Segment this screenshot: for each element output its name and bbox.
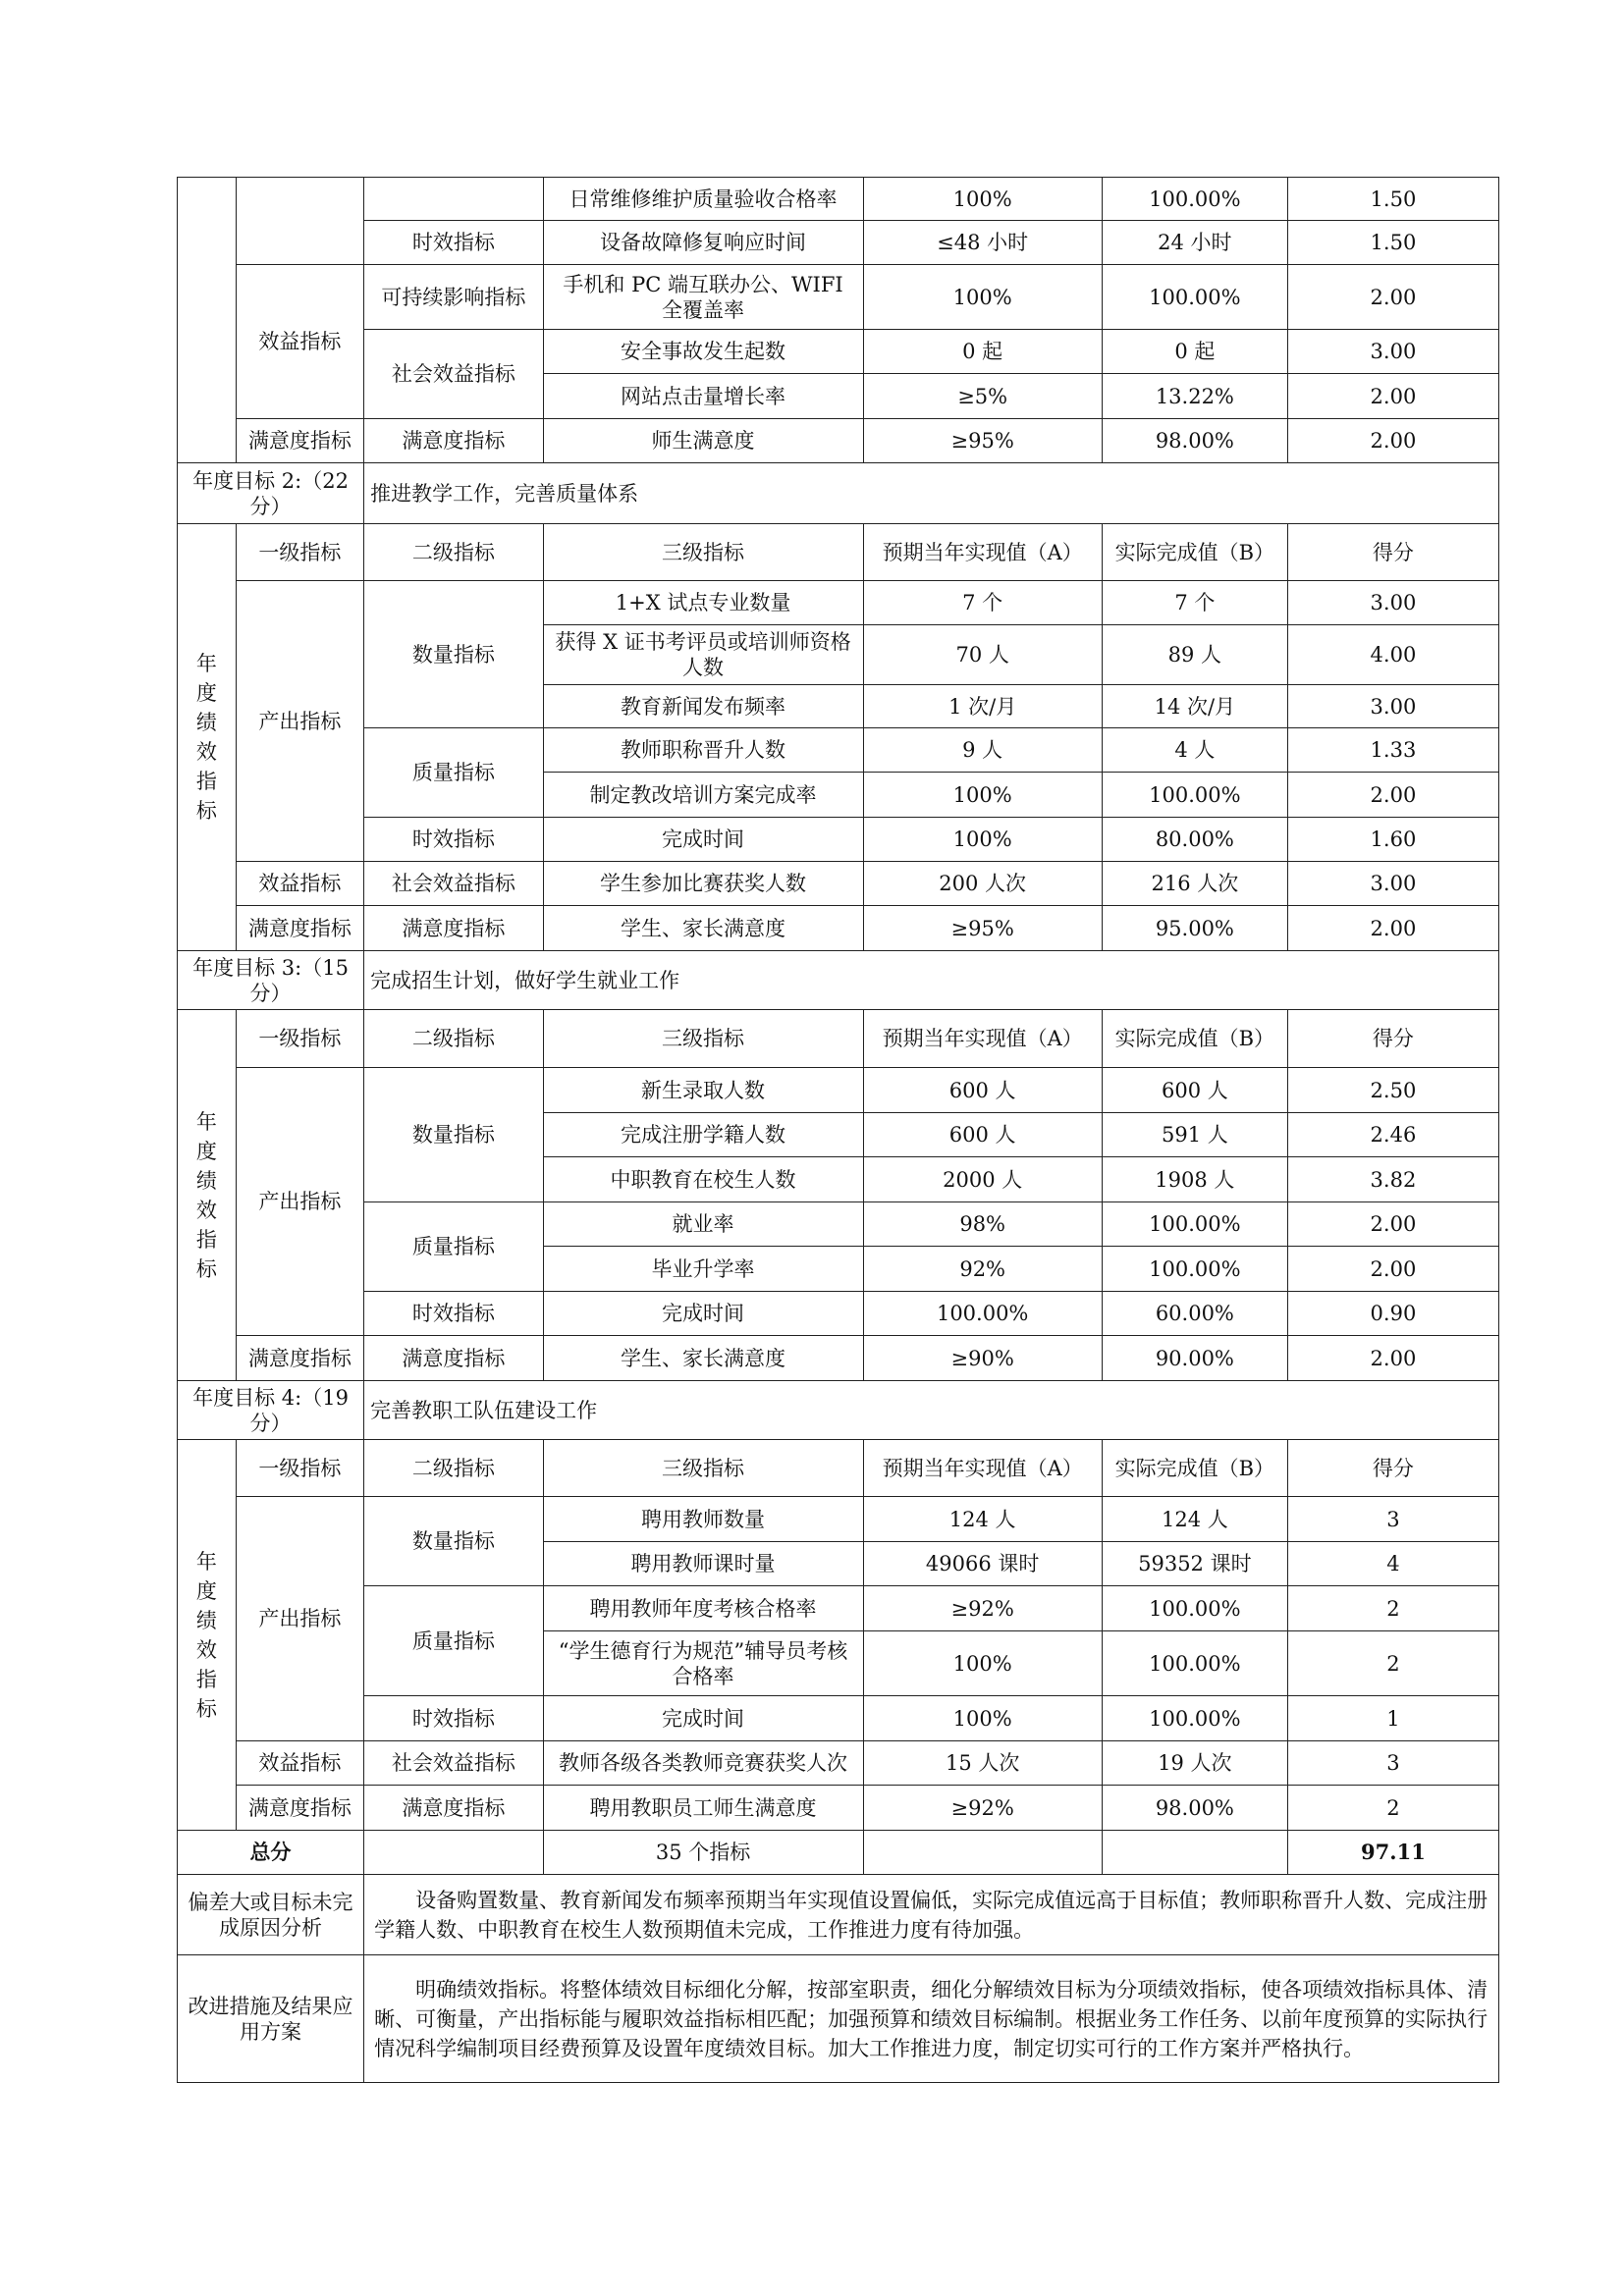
goal-description: 推进教学工作，完善质量体系 <box>364 463 1499 524</box>
score-cell: 1.60 <box>1287 818 1498 862</box>
level2-cell: 时效指标 <box>364 818 544 862</box>
total-score: 97.11 <box>1287 1831 1498 1875</box>
target-cell: ≥95% <box>863 906 1102 951</box>
target-cell: ≤48 小时 <box>863 221 1102 265</box>
level3-cell: 毕业升学率 <box>543 1247 863 1292</box>
header-level2: 二级指标 <box>364 524 544 581</box>
goal-label: 年度目标 3:（15 分） <box>178 951 364 1010</box>
actual-cell: 100.00% <box>1102 1696 1287 1741</box>
target-cell: 124 人 <box>863 1497 1102 1542</box>
score-cell: 3.00 <box>1287 330 1498 374</box>
score-cell: 2 <box>1287 1586 1498 1631</box>
level3-cell: 完成注册学籍人数 <box>543 1113 863 1157</box>
score-cell: 2.00 <box>1287 265 1498 330</box>
header-level3: 三级指标 <box>543 1010 863 1068</box>
level2-cell: 满意度指标 <box>364 906 544 951</box>
level2-cell: 时效指标 <box>364 1292 544 1336</box>
target-cell: 100% <box>863 1696 1102 1741</box>
level3-cell: 学生、家长满意度 <box>543 1336 863 1381</box>
target-cell: 98% <box>863 1202 1102 1247</box>
target-cell: 2000 人 <box>863 1157 1102 1202</box>
level3-cell: 安全事故发生起数 <box>543 330 863 374</box>
score-cell: 2.00 <box>1287 374 1498 419</box>
score-cell: 2.00 <box>1287 906 1498 951</box>
level1-cell: 产出指标 <box>236 1068 363 1336</box>
level1-cell: 满意度指标 <box>236 1786 363 1831</box>
actual-cell: 80.00% <box>1102 818 1287 862</box>
score-cell: 4 <box>1287 1542 1498 1586</box>
score-cell: 2.00 <box>1287 1202 1498 1247</box>
level2-cell: 满意度指标 <box>364 1786 544 1831</box>
target-cell: 9 人 <box>863 728 1102 773</box>
total-label: 总分 <box>178 1831 364 1875</box>
score-cell: 2.00 <box>1287 1247 1498 1292</box>
side-label <box>178 1440 237 1831</box>
level3-cell: 聘用教师年度考核合格率 <box>543 1586 863 1631</box>
actual-cell: 14 次/月 <box>1102 685 1287 728</box>
level2-cell: 时效指标 <box>364 221 544 265</box>
target-cell: 600 人 <box>863 1068 1102 1113</box>
level3-cell: 获得 X 证书考评员或培训师资格人数 <box>543 625 863 685</box>
level1-cell <box>236 178 363 265</box>
header-level3: 三级指标 <box>543 1440 863 1497</box>
header-actual: 实际完成值（B） <box>1102 1440 1287 1497</box>
actual-cell: 100.00% <box>1102 1631 1287 1696</box>
target-cell: 1 次/月 <box>863 685 1102 728</box>
score-cell: 1.33 <box>1287 728 1498 773</box>
total-count: 35 个指标 <box>543 1831 863 1875</box>
header-level2: 二级指标 <box>364 1440 544 1497</box>
score-cell: 0.90 <box>1287 1292 1498 1336</box>
level2-cell <box>364 178 544 221</box>
target-cell: 600 人 <box>863 1113 1102 1157</box>
target-cell: 100% <box>863 818 1102 862</box>
actual-cell: 100.00% <box>1102 773 1287 818</box>
actual-cell: 24 小时 <box>1102 221 1287 265</box>
level3-cell: 设备故障修复响应时间 <box>543 221 863 265</box>
target-cell: 100% <box>863 265 1102 330</box>
score-cell: 2.46 <box>1287 1113 1498 1157</box>
target-cell: ≥92% <box>863 1786 1102 1831</box>
level3-cell: 手机和 PC 端互联办公、WIFI 全覆盖率 <box>543 265 863 330</box>
actual-cell: 7 个 <box>1102 581 1287 625</box>
level3-cell: 新生录取人数 <box>543 1068 863 1113</box>
score-cell: 4.00 <box>1287 625 1498 685</box>
level3-cell: 聘用教职员工师生满意度 <box>543 1786 863 1831</box>
level2-cell: 数量指标 <box>364 581 544 728</box>
actual-cell: 100.00% <box>1102 1247 1287 1292</box>
score-cell: 3.82 <box>1287 1157 1498 1202</box>
header-target: 预期当年实现值（A） <box>863 1010 1102 1068</box>
performance-table <box>177 177 1499 2083</box>
level2-cell: 可持续影响指标 <box>364 265 544 330</box>
level2-cell: 数量指标 <box>364 1068 544 1202</box>
level3-cell: 制定教改培训方案完成率 <box>543 773 863 818</box>
score-cell: 3.00 <box>1287 862 1498 906</box>
level3-cell: 聘用教师课时量 <box>543 1542 863 1586</box>
target-cell: ≥90% <box>863 1336 1102 1381</box>
actual-cell: 0 起 <box>1102 330 1287 374</box>
goal-description: 完善教职工队伍建设工作 <box>364 1381 1499 1440</box>
side-label-cell <box>178 178 237 463</box>
score-cell: 3 <box>1287 1741 1498 1786</box>
level3-cell: 完成时间 <box>543 1696 863 1741</box>
deviation-label: 偏差大或目标未完成原因分析 <box>178 1875 364 1955</box>
header-actual: 实际完成值（B） <box>1102 524 1287 581</box>
header-level1: 一级指标 <box>236 1440 363 1497</box>
actual-cell: 100.00% <box>1102 1202 1287 1247</box>
header-target: 预期当年实现值（A） <box>863 524 1102 581</box>
level2-cell: 数量指标 <box>364 1497 544 1586</box>
target-cell: 100% <box>863 178 1102 221</box>
header-score: 得分 <box>1287 524 1498 581</box>
header-level3: 三级指标 <box>543 524 863 581</box>
target-cell: 100.00% <box>863 1292 1102 1336</box>
actual-cell: 124 人 <box>1102 1497 1287 1542</box>
side-label-text: 年度绩效指标 <box>195 652 217 823</box>
target-cell: 0 起 <box>863 330 1102 374</box>
level1-cell: 效益指标 <box>236 1741 363 1786</box>
level2-cell: 满意度指标 <box>364 1336 544 1381</box>
score-cell: 2.00 <box>1287 1336 1498 1381</box>
actual-cell: 100.00% <box>1102 178 1287 221</box>
header-score: 得分 <box>1287 1010 1498 1068</box>
score-cell: 2.50 <box>1287 1068 1498 1113</box>
side-label-text: 年度绩效指标 <box>195 1109 217 1281</box>
target-cell: ≥92% <box>863 1586 1102 1631</box>
side-label-text: 年度绩效指标 <box>195 1549 217 1721</box>
actual-cell: 19 人次 <box>1102 1741 1287 1786</box>
target-cell: 49066 课时 <box>863 1542 1102 1586</box>
target-cell: 15 人次 <box>863 1741 1102 1786</box>
improve-label: 改进措施及结果应用方案 <box>178 1955 364 2083</box>
level2-cell: 时效指标 <box>364 1696 544 1741</box>
level1-cell: 满意度指标 <box>236 419 363 463</box>
actual-cell: 100.00% <box>1102 265 1287 330</box>
level3-cell: 就业率 <box>543 1202 863 1247</box>
side-label <box>178 1010 237 1381</box>
level1-cell: 满意度指标 <box>236 906 363 951</box>
level3-cell: “学生德育行为规范”辅导员考核合格率 <box>543 1631 863 1696</box>
level1-cell: 满意度指标 <box>236 1336 363 1381</box>
goal-description: 完成招生计划，做好学生就业工作 <box>364 951 1499 1010</box>
deviation-text: 设备购置数量、教育新闻发布频率预期当年实现值设置偏低，实际完成值远高于目标值；教师职称晋升人数、完成注册学籍人数、中职教育在校生人数预期值未完成，工作推进力度有待加强。 <box>364 1875 1499 1955</box>
level3-cell: 学生、家长满意度 <box>543 906 863 951</box>
score-cell: 2.00 <box>1287 773 1498 818</box>
goal-label: 年度目标 2:（22 分） <box>178 463 364 524</box>
target-cell: 100% <box>863 773 1102 818</box>
goal-label: 年度目标 4:（19 分） <box>178 1381 364 1440</box>
level3-cell: 完成时间 <box>543 1292 863 1336</box>
score-cell: 3.00 <box>1287 581 1498 625</box>
target-cell: ≥95% <box>863 419 1102 463</box>
level3-cell: 1+X 试点专业数量 <box>543 581 863 625</box>
actual-cell: 95.00% <box>1102 906 1287 951</box>
score-cell: 2 <box>1287 1786 1498 1831</box>
score-cell: 2.00 <box>1287 419 1498 463</box>
level2-cell: 社会效益指标 <box>364 330 544 419</box>
actual-cell: 100.00% <box>1102 1586 1287 1631</box>
actual-cell: 13.22% <box>1102 374 1287 419</box>
target-cell: 7 个 <box>863 581 1102 625</box>
level3-cell: 完成时间 <box>543 818 863 862</box>
level3-cell: 网站点击量增长率 <box>543 374 863 419</box>
level2-cell: 满意度指标 <box>364 419 544 463</box>
level1-cell: 产出指标 <box>236 581 363 862</box>
header-score: 得分 <box>1287 1440 1498 1497</box>
target-cell: 70 人 <box>863 625 1102 685</box>
actual-cell: 90.00% <box>1102 1336 1287 1381</box>
level2-cell: 质量指标 <box>364 1202 544 1292</box>
header-level2: 二级指标 <box>364 1010 544 1068</box>
level3-cell: 教育新闻发布频率 <box>543 685 863 728</box>
actual-cell: 1908 人 <box>1102 1157 1287 1202</box>
level3-cell: 聘用教师数量 <box>543 1497 863 1542</box>
header-actual: 实际完成值（B） <box>1102 1010 1287 1068</box>
level3-cell: 师生满意度 <box>543 419 863 463</box>
total-empty <box>1102 1831 1287 1875</box>
actual-cell: 591 人 <box>1102 1113 1287 1157</box>
level2-cell: 质量指标 <box>364 1586 544 1696</box>
level1-cell: 产出指标 <box>236 1497 363 1741</box>
target-cell: ≥5% <box>863 374 1102 419</box>
score-cell: 3 <box>1287 1497 1498 1542</box>
target-cell: 200 人次 <box>863 862 1102 906</box>
actual-cell: 600 人 <box>1102 1068 1287 1113</box>
actual-cell: 89 人 <box>1102 625 1287 685</box>
header-target: 预期当年实现值（A） <box>863 1440 1102 1497</box>
actual-cell: 216 人次 <box>1102 862 1287 906</box>
score-cell: 3.00 <box>1287 685 1498 728</box>
score-cell: 1.50 <box>1287 221 1498 265</box>
actual-cell: 60.00% <box>1102 1292 1287 1336</box>
level2-cell: 社会效益指标 <box>364 862 544 906</box>
score-cell: 1 <box>1287 1696 1498 1741</box>
actual-cell: 4 人 <box>1102 728 1287 773</box>
level3-cell: 日常维修维护质量验收合格率 <box>543 178 863 221</box>
side-label <box>178 524 237 951</box>
level3-cell: 教师职称晋升人数 <box>543 728 863 773</box>
level3-cell: 学生参加比赛获奖人数 <box>543 862 863 906</box>
total-empty <box>863 1831 1102 1875</box>
score-cell: 1.50 <box>1287 178 1498 221</box>
level3-cell: 教师各级各类教师竞赛获奖人次 <box>543 1741 863 1786</box>
actual-cell: 59352 课时 <box>1102 1542 1287 1586</box>
header-level1: 一级指标 <box>236 524 363 581</box>
level1-cell: 效益指标 <box>236 265 363 419</box>
level3-cell: 中职教育在校生人数 <box>543 1157 863 1202</box>
actual-cell: 98.00% <box>1102 1786 1287 1831</box>
level2-cell: 社会效益指标 <box>364 1741 544 1786</box>
actual-cell: 98.00% <box>1102 419 1287 463</box>
score-cell: 2 <box>1287 1631 1498 1696</box>
target-cell: 92% <box>863 1247 1102 1292</box>
level1-cell: 效益指标 <box>236 862 363 906</box>
improve-text: 明确绩效指标。将整体绩效目标细化分解，按部室职责，细化分解绩效目标为分项绩效指标，使各项绩效指标具体、清晰、可衡量，产出指标能与履职效益指标相匹配；加强预算和绩效目标编制。根据业务工作任务、以前年度预算的实际执行情况科学编制项目经费预算及设置年度绩效目标。加大工作推进力度，制定切实可行的工作方案并严格执行。 <box>364 1955 1499 2083</box>
header-level1: 一级指标 <box>236 1010 363 1068</box>
total-empty <box>364 1831 544 1875</box>
target-cell: 100% <box>863 1631 1102 1696</box>
level2-cell: 质量指标 <box>364 728 544 818</box>
